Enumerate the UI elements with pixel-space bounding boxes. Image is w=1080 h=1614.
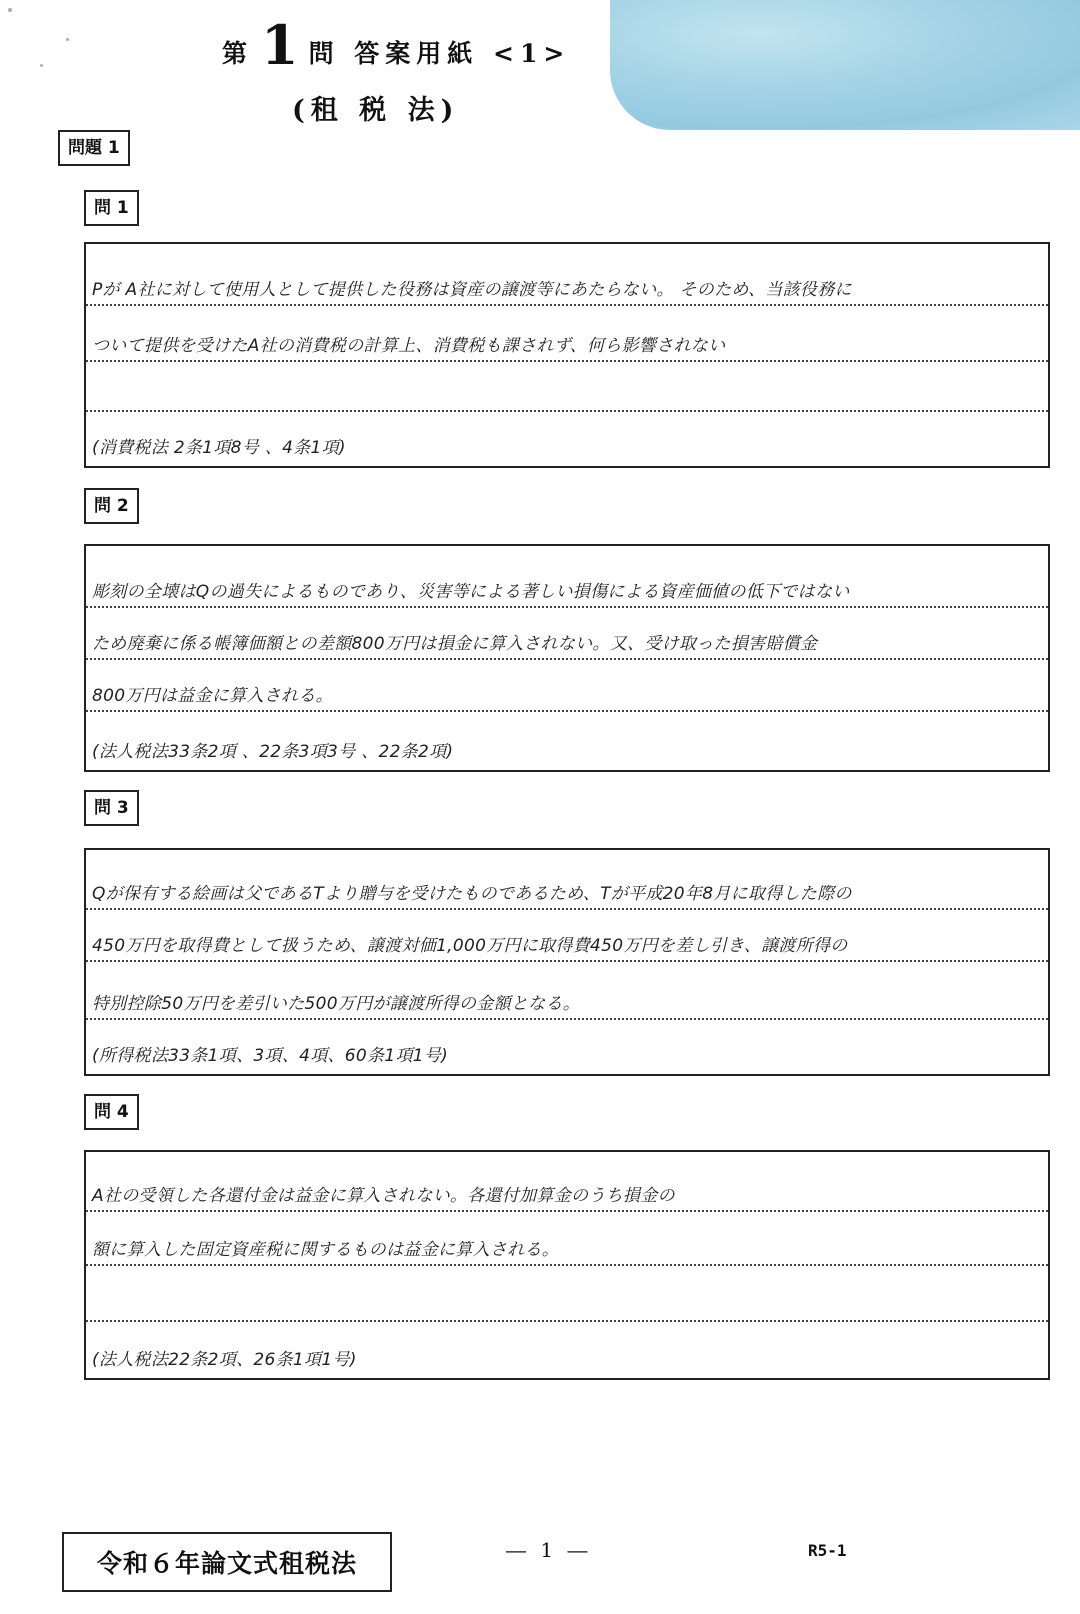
answer-box-2: [84, 544, 1050, 772]
speck: [40, 64, 43, 67]
subject-title: (租 税 法): [292, 95, 460, 126]
document-code: R5-1: [808, 1541, 847, 1560]
answer-line: 彫刻の全壊はQの過失によるものであり、災害等による著しい損傷による資産価値の低下ではない: [86, 546, 1048, 608]
page-title: [222, 13, 571, 77]
answer-line: 額に算入した固定資産税に関するものは益金に算入される。: [86, 1212, 1048, 1266]
decorative-watercolor: [610, 0, 1080, 130]
answer-line: ため廃棄に係る帳簿価額との差額800万円は損金に算入されない。又、受け取った損害賠償金: [86, 608, 1048, 660]
answer-line: [86, 362, 1048, 412]
answer-line: A社の受領した各還付金は益金に算入されない。各還付加算金のうち損金の: [86, 1152, 1048, 1212]
question-label-4: 問 4: [84, 1094, 139, 1130]
answer-box-1: [84, 242, 1050, 468]
problem-label: 問題 1: [58, 130, 130, 166]
answer-box-3: [84, 848, 1050, 1076]
question-label-1: 問 1: [84, 190, 139, 226]
answer-line: [86, 1266, 1048, 1322]
question-label-2: 問 2: [84, 488, 139, 524]
answer-line: 特別控除50万円を差引いた500万円が譲渡所得の金額となる。: [86, 962, 1048, 1020]
answer-line: (所得税法33条1項、3項、4項、60条1項1号): [92, 1046, 449, 1066]
answer-box-4: [84, 1150, 1050, 1380]
answer-line: Pが A社に対して使用人として提供した役務は資産の譲渡等にあたらない。 そのため、当該役務に: [86, 244, 1048, 306]
answer-line: (消費税法 2条1項8号 、4条1項): [92, 438, 346, 458]
title-prefix: 第: [222, 39, 254, 68]
answer-line: 450万円を取得費として扱うため、譲渡対価1,000万円に取得費450万円を差し引き、譲渡所得の: [86, 910, 1048, 962]
answer-line: ついて提供を受けたA社の消費税の計算上、消費税も課されず、何ら影響されない: [86, 306, 1048, 362]
answer-line: 800万円は益金に算入される。: [86, 660, 1048, 712]
title-number: 1: [261, 13, 299, 77]
question-label-3: 問 3: [84, 790, 139, 826]
speck: [8, 8, 12, 12]
speck: [66, 38, 69, 41]
page-number: ― 1 ―: [506, 1538, 592, 1562]
answer-line: (法人税法33条2項 、22条3項3号 、22条2項): [92, 742, 454, 762]
title-suffix: 問 答案用紙 <1>: [308, 39, 571, 68]
answer-line: (法人税法22条2項、26条1項1号): [92, 1350, 357, 1370]
exam-title-box: 令和６年論文式租税法: [62, 1532, 392, 1592]
answer-line: Qが保有する絵画は父であるTより贈与を受けたものであるため、Tが平成20年8月に取得した際の: [86, 850, 1048, 910]
